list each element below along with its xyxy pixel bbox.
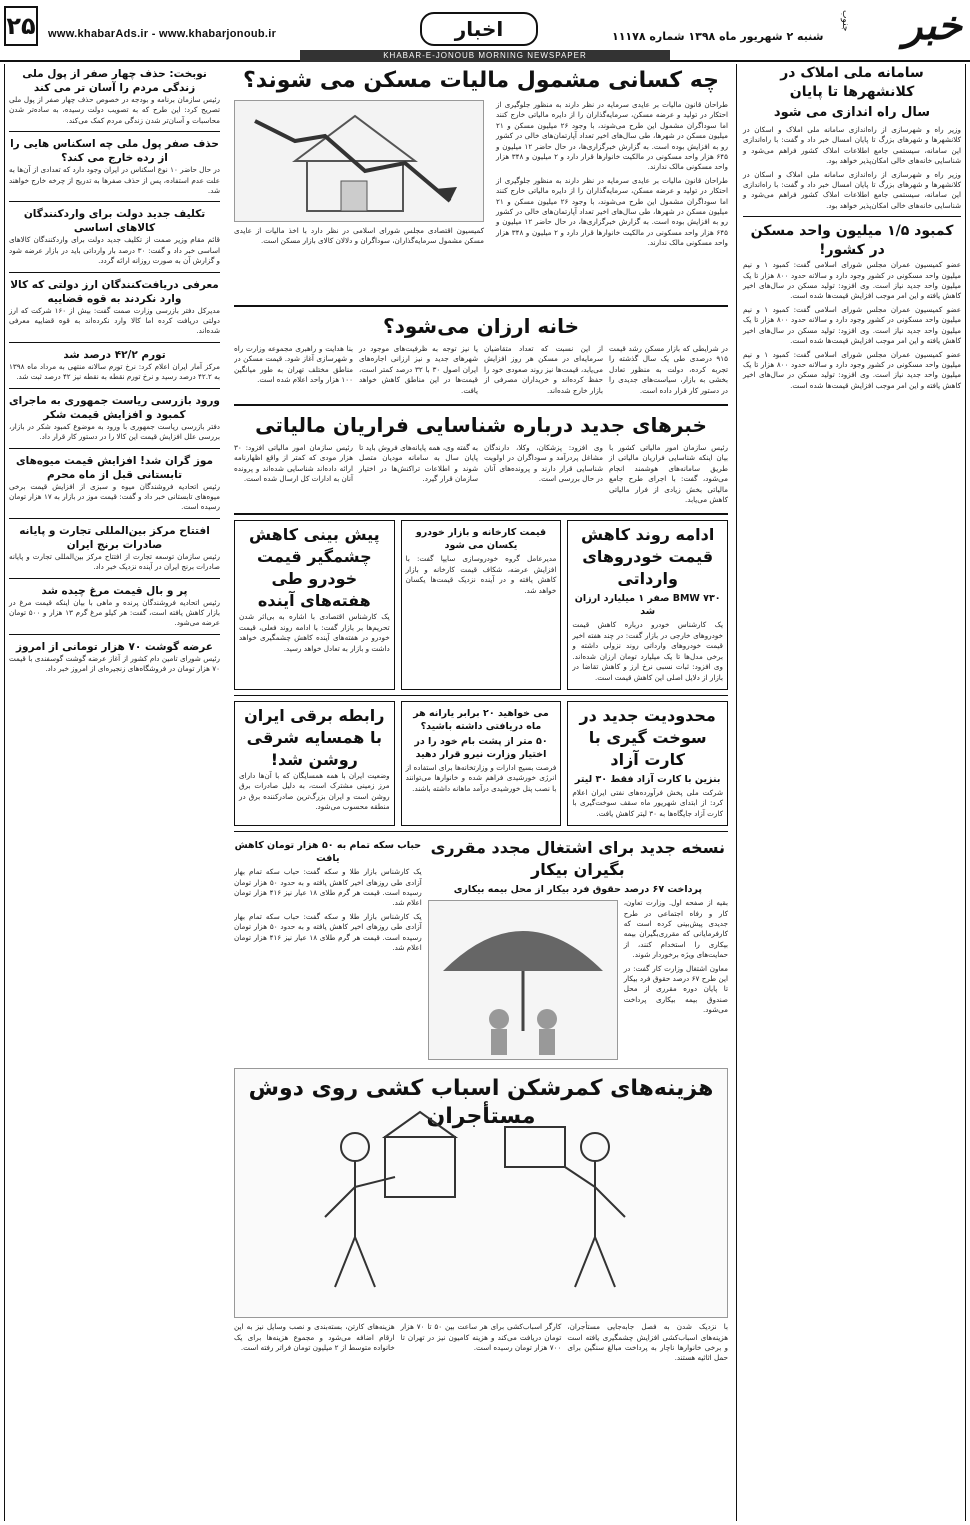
land-registry-body: وزیر راه و شهرسازی از راه‌اندازی سامانه ملی املاک و اسکان در کلانشهرها و شهرهای بزرگ تا پایان امسال خبر داد و گفت: با راه‌اندازی این سامانه، سیستمی جامع اطلاعات املاک کشور فراهم می‌شود و شناسایی خانه‌های خالی امکان‌پذیر خواهد بود. [743, 125, 961, 166]
umbrella-illustration [428, 900, 618, 1060]
subsidy-subtitle: ۵۰ متر از پشت بام خود را در اختیار وزارت نیرو قرار دهید [414, 735, 548, 760]
tax-id-body [234, 443, 728, 508]
page-number: ۲۵ [4, 6, 38, 46]
fuel-card-body: شرکت ملی پخش فرآورده‌های نفتی ایران اعلام کرد: از ابتدای شهریور ماه سقف سوخت‌گیری با کارت آزاد جایگاه‌ها به ۳۰ لیتر کاهش یافت. [572, 787, 723, 818]
fuel-card-story [567, 701, 728, 826]
rent-col-3: هزینه‌های کارتن، بسته‌بندی و نصب وسایل نیز به این ارقام اضافه می‌شود و مجموع هزینه‌ها برای یک خانواده متوسط از ۲ میلیون تومان فراتر رفته است. [234, 1322, 395, 1352]
car-price-title: ادامه روند کاهش قیمت خودروهای وارداتی [580, 525, 715, 589]
moving-house-cartoon-icon [235, 1107, 728, 1317]
issue-date: شنبه ۲ شهریور ماه ۱۳۹۸ شماره ۱۱۱۷۸ [612, 30, 824, 43]
zero-currency-body: در حال حاضر ۱۰ نوع اسکناس در ایران وجود دارد که تعدادی از آن‌ها به علت عدم استفاده، پس از حذف صفرها به تدریج از چرخه خارج خواهند شد. [9, 165, 220, 196]
coin-body-repeat: یک کارشناس بازار طلا و سکه گفت: حباب سکه تمام بهار آزادی طی روزهای اخیر کاهش یافته و به حدود ۵۰ هزار تومان رسیده است. قیمت هر گرم طلای ۱۸ عیار نیز ۴۱۶ هزار تومان اعلام شد. [234, 911, 422, 952]
sub-banner: KHABAR-E-JONOUB MORNING NEWSPAPER [300, 50, 670, 62]
car-stories [234, 520, 728, 689]
power-link-title: رابطه برقی ایران با همسایه شرقی روشن شد! [244, 705, 385, 769]
logo-tag: جنوب [840, 10, 850, 32]
cheap-house-title: خانه ارزان می‌شود؟ [383, 314, 579, 338]
hero-title: چه کسانی مشمول مالیات مسکن می شوند؟ [243, 68, 719, 93]
car-forecast-story [234, 520, 395, 689]
hero-story [234, 100, 728, 300]
subsidy-story [401, 701, 562, 826]
land-registry-body-repeat: وزیر راه و شهرسازی از راه‌اندازی سامانه ملی املاک و اسکان در کلانشهرها و شهرهای بزرگ تا پایان امسال خبر داد و گفت: با راه‌اندازی این سامانه، سیستمی جامع اطلاعات املاک کشور فراهم می‌شود و شناسایی خانه‌های خالی امکان‌پذیر خواهد بود. [743, 169, 961, 210]
hero-caption: کمیسیون اقتصادی مجلس شورای اسلامی در نظر دارد با اخذ مالیات از عایدی مسکن مشمول سرمایه‌گذاران، سوداگران و دلالان کالای بازار مسکن است. [234, 226, 484, 246]
factory-price-story [401, 520, 562, 689]
power-link-story [234, 701, 395, 826]
unemployment-body: بقیه از صفحه اول. وزارت تعاون، کار و رفاه اجتماعی در طرح جدیدی پیش‌بینی کرده است که کارفرمایانی که مقرری‌بگیران بیمه بیکاری را استخدام کنند، از حمایت‌های ویژه برخوردار شوند. [623, 898, 728, 960]
subsidy-title: می خواهید ۲۰ برابر یارانه هر ماه دریافتی داشته باشید؟ [413, 707, 549, 732]
chicken-body: رئیس اتحادیه فروشندگان پرنده و ماهی با بیان اینکه قیمت مرغ در بازار کاهش یافته است، گفت: هر کیلو مرغ گرم ۱۳ هزار و ۵۰۰ تومان عرضه می‌شود. [9, 597, 220, 628]
subsidy-body: فرصت بسیج ادارات و وزارتخانه‌ها برای استفاده از انرژی خورشیدی فراهم شده و خانوارها می‌توانند با نصب پنل خورشیدی درآمد ماهانه داشته باشند. [405, 762, 557, 793]
inspection-body: دفتر بازرسی ریاست جمهوری با ورود به موضوع کمبود شکر در بازار، بررسی علل افزایش قیمت این کالا را در دستور کار قرار داد. [9, 421, 220, 442]
fruit-title: موز گران شد! افزایش قیمت میوه‌های تابستانی قبل از ماه محرم [16, 454, 213, 481]
car-forecast-body: یک کارشناس اقتصادی با اشاره به بی‌اثر شدن تحریم‌ها بر بازار گفت: با ادامه روند فعلی، قیمت خودرو در هفته‌های آینده کاهش چشمگیری خواهد داشت و بازار به تعادل خواهد رسید. [238, 612, 390, 653]
cheap-house-col-2: از این نسبت که تعداد متقاضیان سرمایه‌ای در مسکن هر روز افزایش می‌یابد، قیمت‌ها نیز روند صعودی خود را حفظ کرده‌اند و خریداران مصرفی از بازار خارج شده‌اند. [484, 344, 603, 395]
housing-shortage-body-repeat2: عضو کمیسیون عمران مجلس شورای اسلامی گفت: کمبود ۱ و نیم میلیون واحد مسکونی در کشور وجود دارد و سالانه حدود ۸۰۰ هزار تا یک میلیون واحد جدید نیاز است. وی افزود: تولید مسکن در سال‌های اخیر کاهش یافته و این امر موجب افزایش قیمت‌ها شده است. [743, 349, 962, 390]
land-registry-subtitle: سال راه اندازی می شود [773, 105, 931, 120]
housing-shortage-title: کمبود ۱/۵ میلیون واحد مسکن در کشور! [750, 223, 954, 259]
house-graph-icon [235, 101, 483, 221]
cheap-house-col-3: یا نیز توجه به ظرفیت‌های موجود در شهرهای جدید و نیز ارزانی اجاره‌های ایران اصول ۳۰ با ۳۲ درصد کمتر است، قیمت‌ها در این مناطق کاهش خواهد یافت. [359, 344, 479, 395]
inspection-title: ورود بازرسی ریاست جمهوری به ماجرای کمبود و افزایش قیمت شکر [9, 394, 220, 421]
chicken-title: پر و بال قیمت مرغ چیده شد [41, 584, 188, 597]
importers-title: معرفی دریافت‌کنندگان ارز دولتی که کالا وارد نکردند به قوه قضاییه [10, 278, 219, 305]
lower-stories [234, 837, 728, 1062]
umbrella-icon [429, 901, 617, 1059]
trade-center-body: رئیس سازمان توسعه تجارت از افتتاح مرکز بین‌المللی تجارت و پایانه صادرات برنج ایران در آینده نزدیک خبر داد. [9, 551, 220, 572]
left-column [4, 64, 226, 1521]
site-urls[interactable]: www.khabarAds.ir - www.khabarjonoub.ir [48, 28, 277, 40]
factory-price-title: قیمت کارخانه و بازار خودرو یکسان می شود [415, 527, 547, 552]
tax-id-title: خبرهای جدید درباره شناسایی فراریان مالیاتی [255, 413, 707, 438]
cheap-house-body [234, 344, 728, 399]
car-price-body: یک کارشناس خودرو درباره کاهش قیمت خودروهای خارجی در بازار گفت: در چند هفته اخیر قیمت خودروهای وارداتی روند نزولی داشته و برخی مدل‌ها تا یک میلیارد تومان ارزان شده‌اند. وی افزود: ثبات نسبی نرخ ارز و کاهش تقاضا در بازار از دلایل اصلی این کاهش قیمت است. [572, 620, 723, 682]
tax-id-col-2: وی افزود: پزشکان، وکلا، دارندگان مشاغل پردرآمد و سوداگران در اولویت شناسایی قرار دارند و پرونده‌های آنان در حال بررسی است. [484, 443, 603, 484]
coin-story [234, 837, 422, 1062]
rent-col-1: با نزدیک شدن به فصل جابه‌جایی مستأجران، هزینه‌های اسباب‌کشی افزایش چشمگیری یافته است و برخی خانوارها ناچار به پرداخت مبالغ سنگین برای حمل اثاثیه هستند. [567, 1322, 728, 1363]
importers-body: مدیرکل دفتر بازرسی وزارت صمت گفت: بیش از ۱۶۰ شرکت که ارز دولتی دریافت کرده اما کالا وارد نکرده‌اند به قوه قضاییه معرفی شده‌اند. [9, 305, 220, 336]
right-column [736, 64, 966, 1521]
power-link-body: وضعیت ایران با همه همسایگان که با آن‌ها دارای مرز زمینی مشترک است، به دلیل صادرات برق روشن است و ایران بزرگ‌ترین صادرکننده برق در منطقه محسوب می‌شود. [238, 770, 390, 812]
inflation-body: مرکز آمار ایران اعلام کرد: نرخ تورم سالانه منتهی به مرداد ماه ۱۳۹۸ به ۴۲.۲ درصد رسید و نرخ تورم نقطه به نقطه نیز ۴۲ درصد ثبت شد. [9, 361, 220, 382]
coin-title: حباب سکه تمام به ۵۰ هزار تومان کاهش یافت [234, 840, 422, 865]
hero-body: طراحان قانون مالیات بر عایدی سرمایه در نظر دارند به منظور جلوگیری از احتکار در تولید و عرضه مسکن، سرمایه‌گذاران را از دایره مالیاتی خارج کنند اما سوداگران مشمول این طرح می‌شوند، با وجود ۲۶ میلیون مسکن و ۲۱ میلیون مسکن در شهرها، طی سال‌های اخیر تعداد آپارتمان‌های خالی در کشور رو به افزایش بوده است. به گزارش خبرگزاری‌ها، در حال حاضر ۱۲ میلیون و ۶۴۵ هزار واحد مسکونی در مالکیت خانوارها قرار دارد و ۲ میلیون و ۳۴۸ هزار واحد مسکونی مالک ندارند. [496, 100, 728, 172]
car-forecast-title: پیش بینی کاهش چشمگیر قیمت خودرو طی هفته‌های آینده [249, 525, 380, 611]
utility-stories [234, 701, 728, 826]
zero-rate-body: رئیس سازمان برنامه و بودجه در خصوص حذف چهار صفر از پول ملی تصریح کرد: این طرح که به تصویب دولت رسیده، به ساده‌تر شدن محاسبات و آسان‌تر شدن زندگی مردم کمک می‌کند. [9, 95, 220, 125]
housing-shortage-body-repeat: عضو کمیسیون عمران مجلس شورای اسلامی گفت: کمبود ۱ و نیم میلیون واحد مسکونی در کشور وجود دارد و سالانه حدود ۸۰۰ هزار تا یک میلیون واحد جدید نیاز است. وی افزود: تولید مسکن در سال‌های اخیر کاهش یافته و این امر موجب افزایش قیمت‌ها شده است. [743, 304, 962, 346]
cheap-house-col-4: بنا هدایت و راهبری مجموعه وزارت راه و شهرسازی آغاز شود. قیمت مسکن در مناطق مختلف تهران به طور میانگین ۱۰۰ هزار واحد اعلام شده است. [234, 344, 353, 385]
fuel-card-title: محدودیت جدید در سوخت گیری با کارت آزاد [579, 705, 716, 769]
house-tax-illustration [234, 100, 484, 222]
section-label: اخبار [420, 12, 538, 46]
cheap-house-col-1: در شرایطی که بازار مسکن رشد قیمت ۹۱۵ درصدی طی یک سال گذشته را تجربه کرده، دولت به منظور تعادل بخشی به بازار، سیاست‌های جدیدی را در دستور کار قرار داده است. [609, 344, 728, 395]
tax-id-col-1: رئیس سازمان امور مالیاتی کشور با بیان اینکه شناسایی فراریان مالیاتی از طریق سامانه‌های هوشمند انجام می‌شود، گفت: با اجرای طرح جامع مالیاتی بخش زیادی از فرار مالیاتی کاهش می‌یابد. [609, 443, 728, 505]
rent-col-2: کارگر اسباب‌کشی برای هر ساعت بین ۵۰ تا ۷۰ هزار تومان دریافت می‌کند و هزینه کامیون نیز در تهران تا ۷۰۰ هزار تومان رسیده است. [400, 1322, 562, 1352]
commerce-duty-body: قائم مقام وزیر صمت از تکلیف جدید دولت برای واردکنندگان کالاهای اساسی خبر داد و گفت: ۳۰ درصد بار وارداتی باید در بازار عرضه شود و گزارش آن به صورت روزانه ارائه گردد. [9, 235, 220, 266]
tax-id-col-4: رئیس سازمان امور مالیاتی افزود: ۳۰ هزار مودی که کمتر از واقع اظهارنامه ارائه داده‌اند شناسایی شده‌اند و پرونده آنان به ادارات کل ارسال شده است. [234, 443, 353, 484]
meat-title: عرضه گوشت ۷۰ هزار تومانی از امروز [16, 640, 213, 653]
housing-shortage-body: عضو کمیسیون عمران مجلس شورای اسلامی گفت: کمبود ۱ و نیم میلیون واحد مسکونی در کشور وجود دارد و سالانه حدود ۸۰۰ هزار تا یک میلیون واحد جدید نیاز است. وی افزود: تولید مسکن در سال‌های اخیر کاهش یافته و این امر موجب افزایش قیمت‌ها شده است. [743, 260, 962, 301]
fuel-card-subtitle: بنزین با کارت آزاد فقط ۳۰ لیتر [574, 773, 721, 785]
rent-title: هزینه‌های کمرشکن اسباب کشی روی دوش مستأجران [248, 1076, 714, 1130]
newspaper-logo: خبر [903, 2, 962, 49]
trade-center-title: افتتاح مرکز بین‌المللی تجارت و پایانه صادرات برنج ایران [19, 524, 210, 551]
main-column [234, 64, 728, 1521]
unemployment-subtitle: پرداخت ۶۷ درصد حقوق فرد بیکار از محل بیمه بیکاری [453, 884, 702, 896]
commerce-duty-title: تکلیف جدید دولت برای واردکنندگان کالاهای اساسی [23, 208, 206, 235]
inflation-title: تورم ۴۲/۲ درصد شد [63, 348, 166, 361]
rent-body [234, 1322, 728, 1367]
car-price-story [567, 520, 728, 689]
factory-price-body: مدیرعامل گروه خودروسازی سایپا گفت: با افزایش عرضه، شکاف قیمت کارخانه و بازار کاهش یافته و در آینده نزدیک قیمت‌ها یکسان خواهد شد. [405, 554, 557, 595]
coin-body: یک کارشناس بازار طلا و سکه گفت: حباب سکه تمام بهار آزادی طی روزهای اخیر کاهش یافته و به حدود ۵۰ هزار تومان رسیده است. قیمت هر گرم طلای ۱۸ عیار نیز ۴۱۶ هزار تومان اعلام شد. [234, 867, 422, 908]
unemployment-body-2: معاون اشتغال وزارت کار گفت: در این طرح ۶۷ درصد حقوق فرد بیکار تا پایان دوره مقرری از محل صندوق بیمه بیکاری پرداخت می‌شود. [623, 963, 728, 1015]
zero-currency-title: حذف صفر پول ملی چه اسکناس هایی را از رده خارج می کند؟ [10, 138, 219, 165]
zero-rate-title: نوبخت: حذف چهار صفر از پول ملی زندگی مردم را آسان تر می کند [22, 68, 207, 94]
land-registry-title: سامانه ملی املاک در کلانشهرها تا پایان [780, 65, 924, 100]
rent-cartoon [234, 1068, 728, 1318]
car-price-subtitle: BMW ۷۳۰ صفر ۱ میلیارد ارزان شد [574, 593, 721, 618]
fruit-body: رئیس اتحادیه فروشندگان میوه و سبزی از افزایش قیمت برخی میوه‌های تابستانی خبر داد و گفت: قیمت موز در بازار به ۱۷ هزار تومان رسیده است. [9, 481, 220, 512]
hero-body-repeat: طراحان قانون مالیات بر عایدی سرمایه در نظر دارند به منظور جلوگیری از احتکار در تولید و عرضه مسکن، سرمایه‌گذاران را از دایره مالیاتی خارج کنند اما سوداگران مشمول این طرح می‌شوند، با وجود ۲۶ میلیون مسکن و ۲۱ میلیون مسکن در شهرها، طی سال‌های اخیر تعداد آپارتمان‌های خالی در کشور رو به افزایش بوده است. به گزارش خبرگزاری‌ها، در حال حاضر ۱۲ میلیون و ۶۴۵ هزار واحد مسکونی در مالکیت خانوارها قرار دارد و ۲ میلیون و ۳۴۸ هزار واحد مسکونی مالک ندارند. [496, 175, 728, 248]
unemployment-title: نسخه جدید برای اشتغال مجدد مقرری بگیران بیکار [430, 838, 725, 880]
tax-id-col-3: به گفته وی، همه پایانه‌های فروش باید تا پایان سال به سامانه مودیان متصل شوند و اطلاعات تراکنش‌ها در اختیار سازمان قرار گیرد. [359, 443, 478, 484]
meat-body: رئیس شورای تامین دام کشور از آغاز عرضه گوشت گوسفندی با قیمت ۷۰ هزار تومان در فروشگاه‌های زنجیره‌ای از امروز خبر داد. [9, 653, 220, 674]
masthead [0, 0, 970, 62]
unemployment-story [428, 837, 728, 1062]
